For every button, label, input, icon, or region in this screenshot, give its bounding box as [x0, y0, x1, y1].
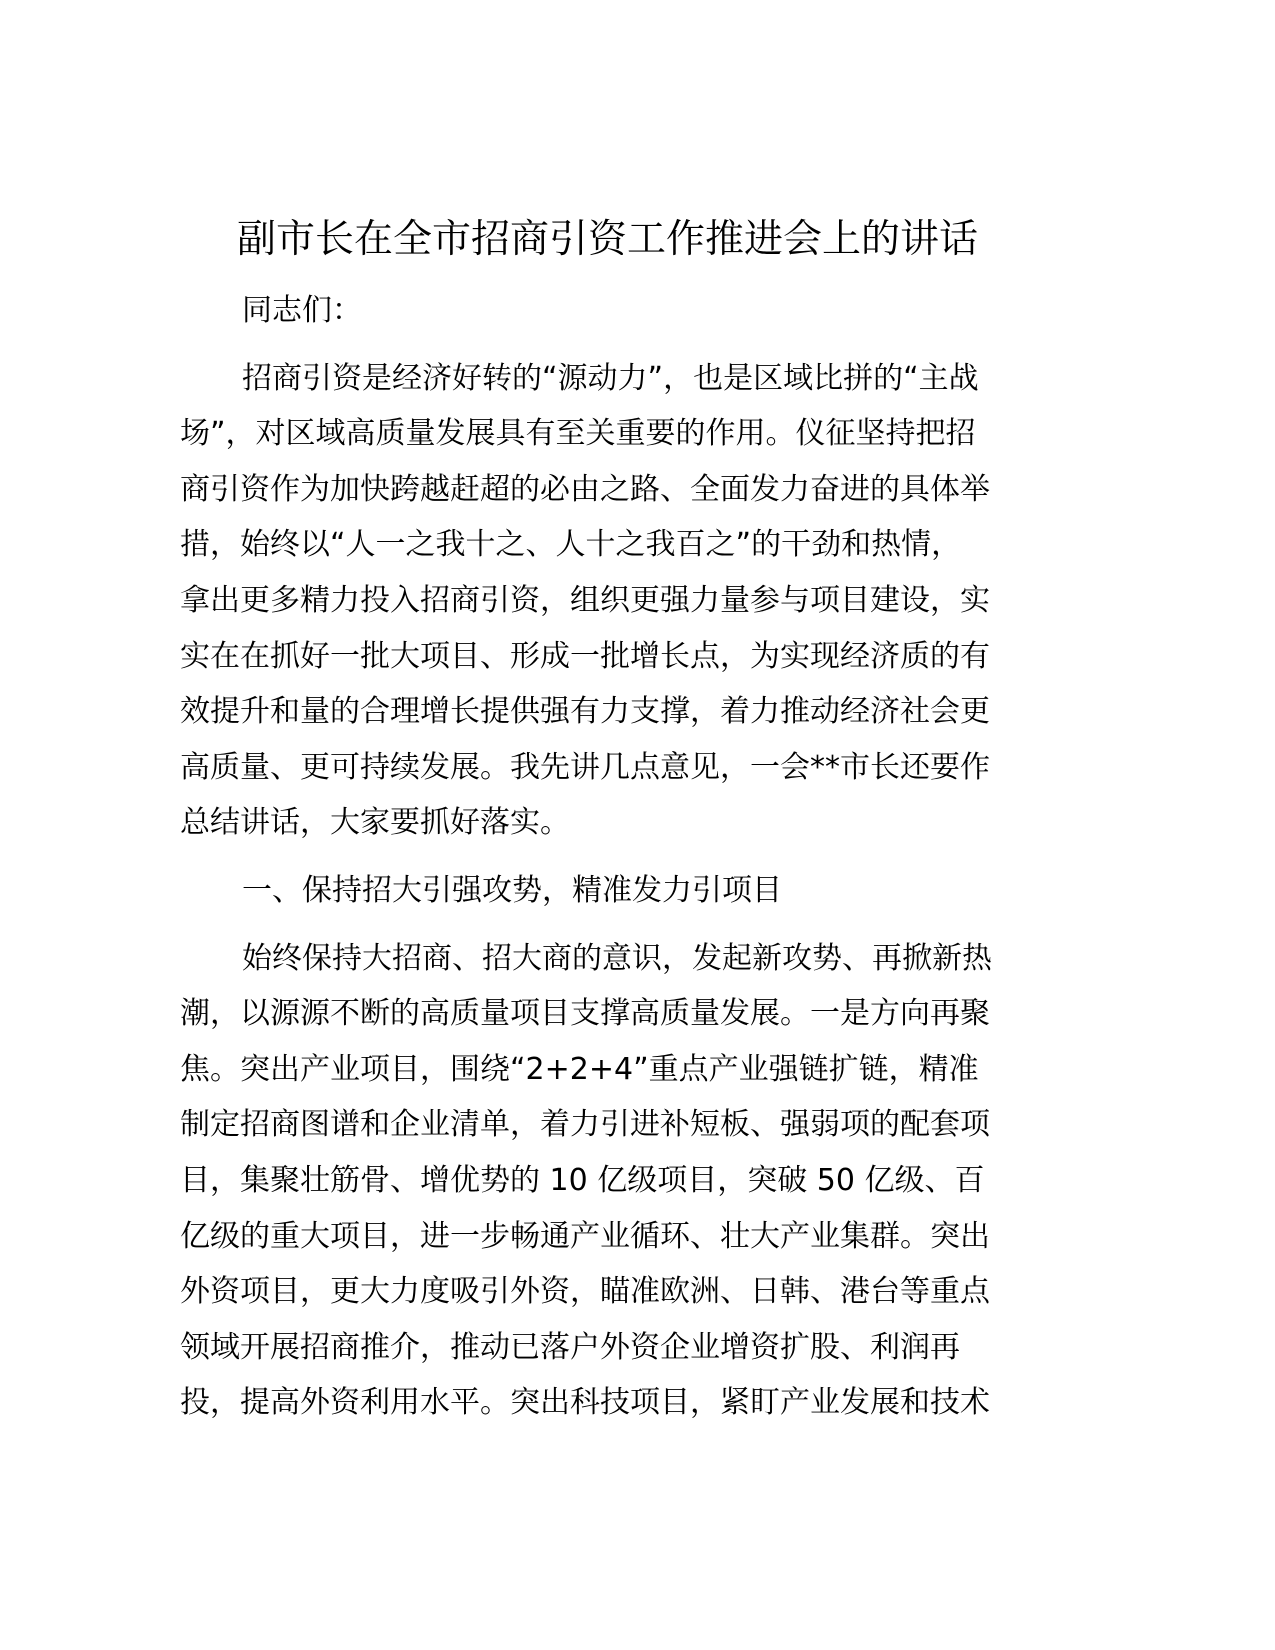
- paragraph-line: 场”，对区域高质量发展具有至关重要的作用。仪征坚持把招: [180, 416, 976, 452]
- paragraph-line: 亿级的重大项目，进一步畅通产业循环、壮大产业集群。突出: [180, 1218, 990, 1254]
- paragraph-line: 焦。突出产业项目，围绕“2+2+4”重点产业强链扩链，精准: [180, 1051, 979, 1087]
- paragraph-line: 实在在抓好一批大项目、形成一批增长点，为实现经济质的有: [180, 638, 990, 674]
- paragraph-line: 始终保持大招商、招大商的意识，发起新攻势、再掀新热: [242, 940, 992, 976]
- paragraph-gap: [180, 851, 1035, 863]
- paragraph-gap: [180, 919, 1035, 931]
- paragraph-line: 高质量、更可持续发展。我先讲几点意见，一会**市长还要作: [180, 749, 990, 785]
- document-body: [180, 283, 1035, 1431]
- paragraph-line: 投，提高外资利用水平。突出科技项目，紧盯产业发展和技术: [180, 1385, 990, 1421]
- paragraph-line: 拿出更多精力投入招商引资，组织更强力量参与项目建设，实: [180, 582, 990, 618]
- paragraph-line: 总结讲话，大家要抓好落实。: [180, 805, 570, 841]
- intro-paragraph: [180, 351, 1035, 851]
- paragraph-line: 潮，以源源不断的高质量项目支撑高质量发展。一是方向再聚: [180, 996, 990, 1032]
- document-title: 副市长在全市招商引资工作推进会上的讲话: [236, 217, 978, 262]
- paragraph-gap: [180, 339, 1035, 351]
- section-heading: 一、保持招大引强攻势，精准发力引项目: [242, 872, 782, 908]
- section-paragraph: [180, 931, 1035, 1431]
- paragraph-line: 外资项目，更大力度吸引外资，瞄准欧洲、日韩、港台等重点: [180, 1274, 990, 1310]
- paragraph-line: 领域开展招商推介，推动已落户外资企业增资扩股、利润再: [180, 1329, 960, 1365]
- paragraph-line: 目，集聚壮筋骨、增优势的 10 亿级项目，突破 50 亿级、百: [180, 1162, 985, 1198]
- paragraph-line: 制定招商图谱和企业清单，着力引进补短板、强弱项的配套项: [180, 1107, 990, 1143]
- salutation: 同志们：: [242, 293, 362, 328]
- paragraph-line: 招商引资是经济好转的“源动力”，也是区域比拼的“主战: [242, 360, 979, 396]
- paragraph-line: 效提升和量的合理增长提供强有力支撑，着力推动经济社会更: [180, 694, 990, 730]
- paragraph-line: 商引资作为加快跨越赶超的必由之路、全面发力奋进的具体举: [180, 471, 990, 507]
- paragraph-line: 措，始终以“人一之我十之、人十之我百之”的干劲和热情，: [180, 527, 962, 563]
